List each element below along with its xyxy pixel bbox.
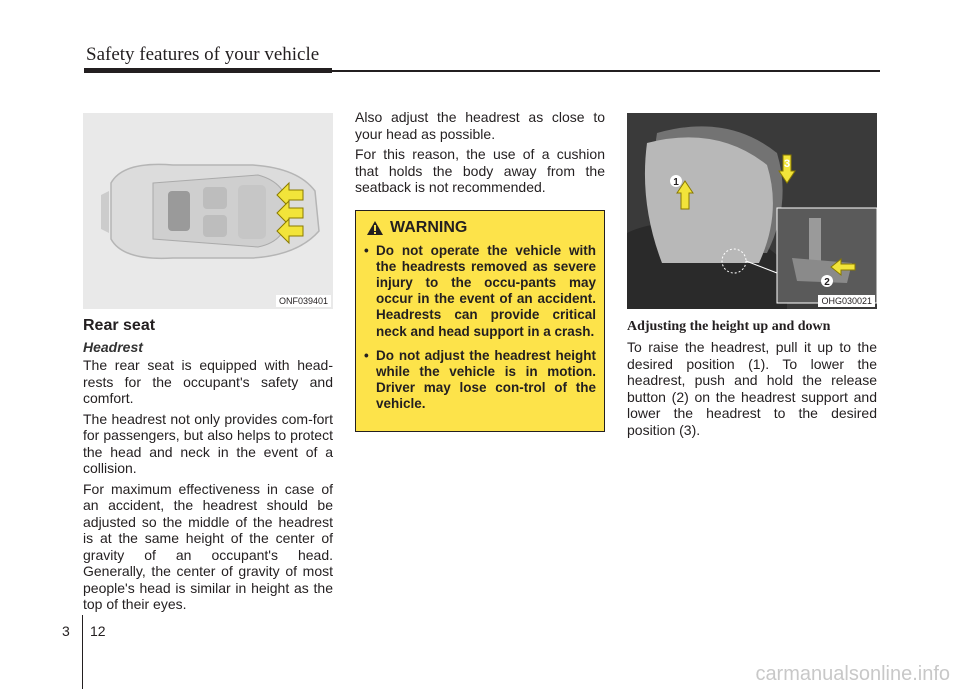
warning-triangle-icon bbox=[366, 220, 384, 236]
page-header-title: Safety features of your vehicle bbox=[86, 44, 320, 65]
warning-item: • Do not adjust the headrest height while the vehicle is in motion. Driver may lose con-trol of the vehicle. bbox=[364, 348, 596, 413]
watermark: carmanualsonline.info bbox=[755, 663, 950, 685]
paragraph: The headrest not only provides com-fort for passengers, but also helps to protect the head and neck in the event of a collision. bbox=[83, 410, 333, 476]
warning-box bbox=[355, 210, 605, 432]
subsection-title: Headrest bbox=[83, 339, 143, 355]
callout-3: 3 bbox=[783, 158, 791, 170]
paragraph: For maximum effectiveness in case of an accident, the headrest should be adjusted so the middle of the headrest is at the same height of the center of gravity of an occupant's head. Generally, the center of gravity of most people's head is similar in height as the top of their eyes. bbox=[83, 480, 333, 612]
figure-code: OHG030021 bbox=[818, 295, 875, 307]
paragraph: Also adjust the headrest as close to your head as possible. bbox=[355, 109, 605, 142]
warning-title: WARNING bbox=[390, 218, 468, 236]
callout-1: 1 bbox=[673, 177, 679, 188]
headrest-adjust-figure bbox=[627, 113, 877, 309]
paragraph: To raise the headrest, pull it up to the desired position (1). To lower the headrest, push and hold the release button (2) on the headrest support and lower the headrest to the desired position (3). bbox=[627, 339, 877, 438]
warning-item: • Do not operate the vehicle with the headrests removed as severe injury to the occu-pants may occur in the event of an accident. Headrests can provide critical neck and head support in a crash. bbox=[364, 243, 596, 340]
column-3 bbox=[627, 113, 877, 442]
footer-separator bbox=[82, 615, 83, 689]
callout-2: 2 bbox=[824, 277, 830, 288]
warning-list bbox=[364, 243, 596, 413]
page-number: 12 bbox=[90, 623, 106, 639]
chapter-number: 3 bbox=[62, 623, 70, 639]
column-1 bbox=[83, 113, 333, 617]
column-2 bbox=[355, 109, 605, 432]
car-top-view-illustration bbox=[83, 113, 333, 309]
section-title: Rear seat bbox=[83, 317, 156, 334]
figure-code: ONF039401 bbox=[276, 295, 331, 307]
rear-seat-car-figure bbox=[83, 113, 333, 309]
figure-caption: Adjusting the height up and down bbox=[627, 319, 831, 334]
paragraph: For this reason, the use of a cushion that holds the body away from the seatback is not recommended. bbox=[355, 146, 605, 195]
headrest-illustration bbox=[627, 113, 877, 309]
header-rule bbox=[84, 68, 880, 73]
paragraph: The rear seat is equipped with head-rests for the occupant's safety and comfort. bbox=[83, 357, 333, 406]
